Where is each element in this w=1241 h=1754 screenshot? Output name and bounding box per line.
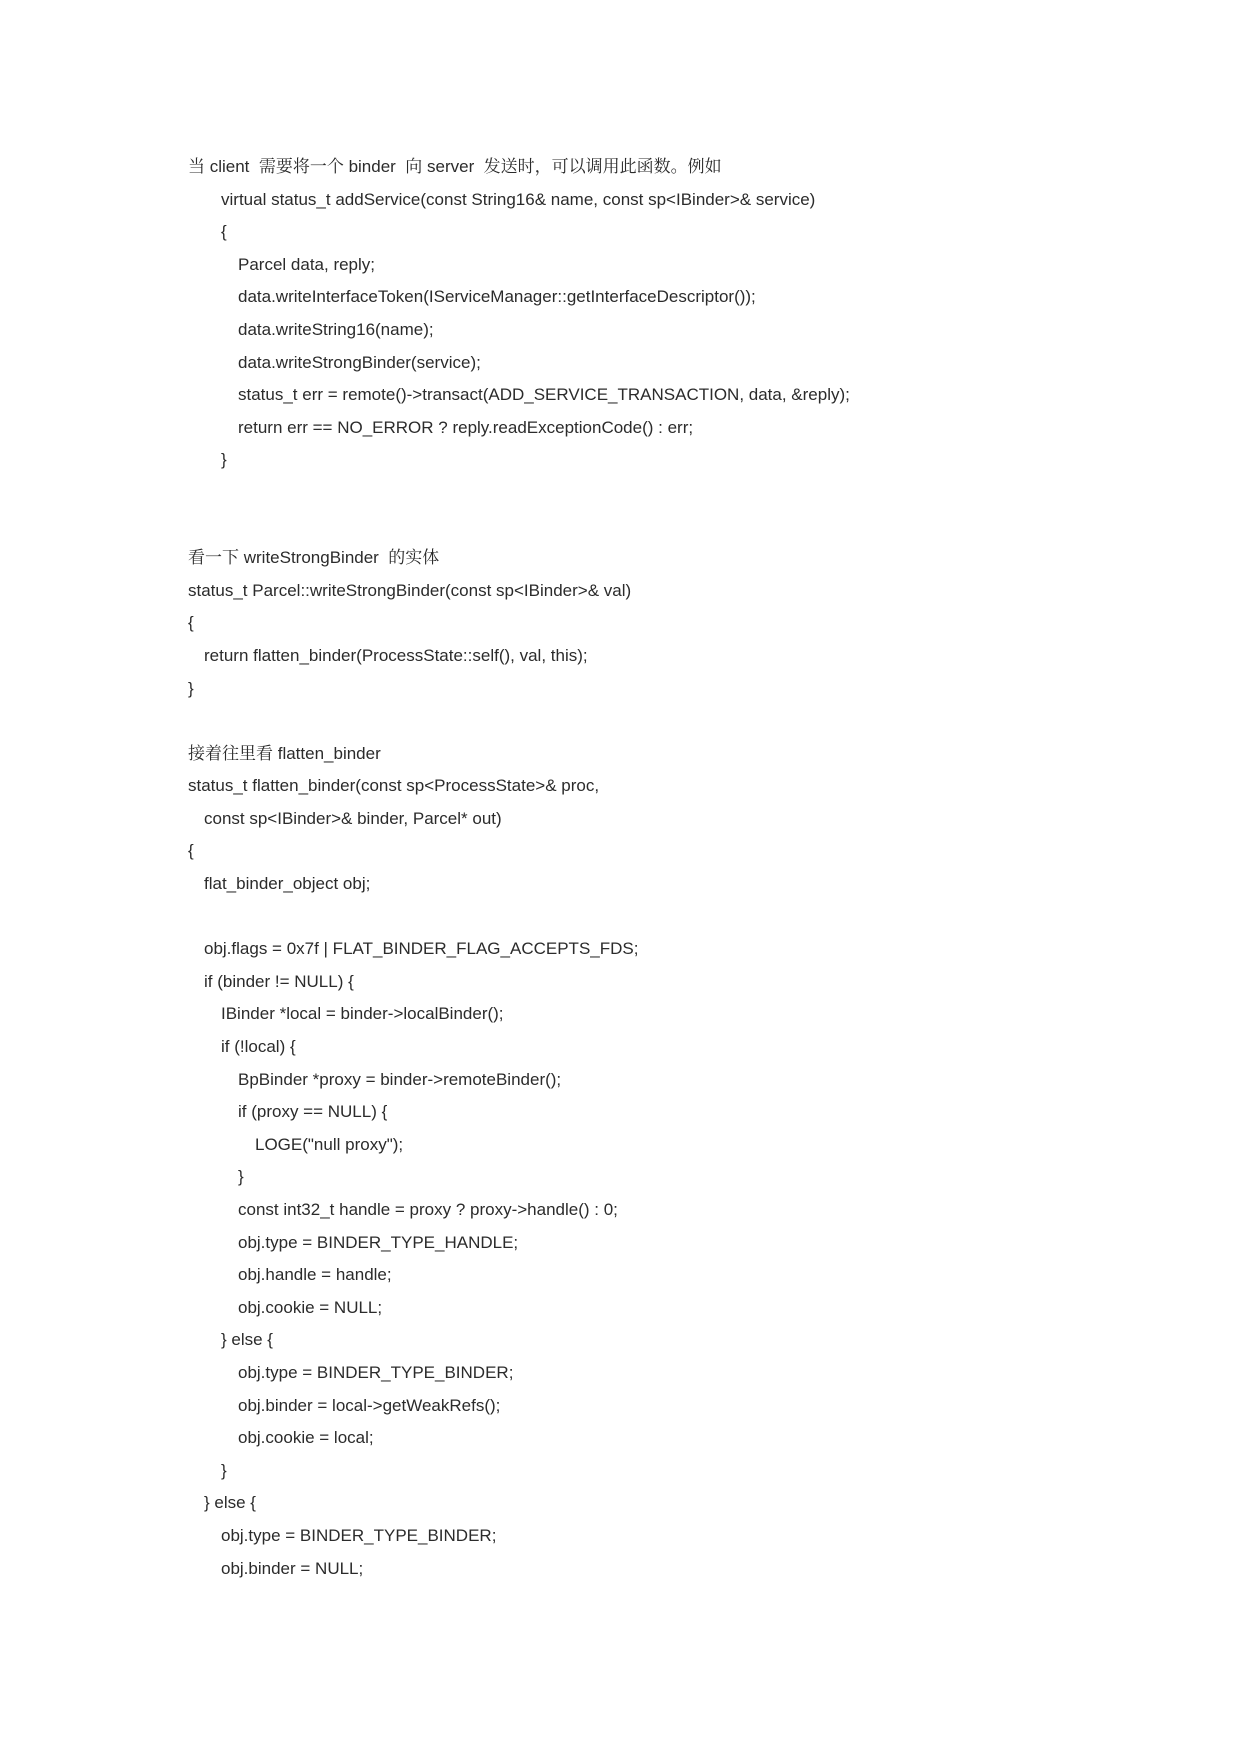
intro-text: 当 client 需要将一个 binder 向 server 发送时，可以调用此函数。例如 — [188, 157, 722, 176]
code-line: { — [221, 222, 227, 242]
code-line: flat_binder_object obj; — [204, 874, 371, 894]
code-line: obj.type = BINDER_TYPE_BINDER; — [238, 1362, 514, 1382]
section-heading: 看一下 writeStrongBinder 的实体 — [188, 548, 440, 568]
code-line: return err == NO_ERROR ? reply.readExceptionCode() : err; — [238, 417, 694, 437]
code-line: if (!local) { — [221, 1037, 296, 1057]
code-line: } — [188, 678, 194, 698]
code-line: BpBinder *proxy = binder->remoteBinder(); — [238, 1069, 562, 1089]
code-line: status_t Parcel::writeStrongBinder(const sp<IBinder>& val) — [188, 580, 632, 600]
code-line: Parcel data, reply; — [238, 254, 376, 274]
code-line: status_t flatten_binder(const sp<ProcessState>& proc, — [188, 776, 600, 796]
code-line: obj.flags = 0x7f | FLAT_BINDER_FLAG_ACCEPTS_FDS; — [204, 939, 639, 959]
code-line: const int32_t handle = proxy ? proxy->handle() : 0; — [238, 1200, 618, 1219]
blank-line — [188, 510, 1188, 543]
code-line: { — [188, 613, 194, 633]
code-line: status_t err = remote()->transact(ADD_SERVICE_TRANSACTION, data, &reply); — [238, 385, 850, 405]
code-line: obj.cookie = local; — [238, 1428, 374, 1448]
code-line: data.writeInterfaceToken(IServiceManager::getInterfaceDescriptor()); — [238, 287, 756, 307]
code-line: const sp<IBinder>& binder, Parcel* out) — [204, 808, 502, 828]
code-line: IBinder *local = binder->localBinder(); — [221, 1004, 504, 1024]
code-line: if (proxy == NULL) { — [238, 1102, 388, 1122]
blank-line — [188, 901, 1188, 934]
code-line: obj.type = BINDER_TYPE_BINDER; — [221, 1525, 497, 1545]
code-line: } — [221, 1460, 227, 1480]
code-line: obj.cookie = NULL; — [238, 1297, 383, 1317]
blank-line — [188, 705, 1188, 738]
blank-line — [188, 477, 1188, 510]
code-line: if (binder != NULL) { — [204, 971, 354, 991]
code-line: obj.binder = NULL; — [221, 1558, 364, 1578]
code-line: } — [221, 450, 227, 470]
code-line: return flatten_binder(ProcessState::self(), val, this); — [204, 645, 588, 665]
code-line: obj.type = BINDER_TYPE_HANDLE; — [238, 1232, 519, 1252]
code-line: { — [188, 841, 194, 861]
code-line: } else { — [204, 1493, 256, 1513]
code-line: obj.handle = handle; — [238, 1265, 392, 1285]
code-line: virtual status_t addService(const String16& name, const sp<IBinder>& service) — [221, 189, 816, 209]
code-line: data.writeStrongBinder(service); — [238, 352, 481, 372]
code-line: obj.binder = local->getWeakRefs(); — [238, 1395, 501, 1415]
section-heading: 接着往里看 flatten_binder — [188, 743, 381, 763]
code-line: data.writeString16(name); — [238, 319, 434, 339]
code-line: } else { — [221, 1330, 273, 1350]
code-line: LOGE("null proxy"); — [255, 1134, 404, 1154]
document-body — [188, 151, 1188, 1585]
code-line: } — [238, 1167, 244, 1187]
